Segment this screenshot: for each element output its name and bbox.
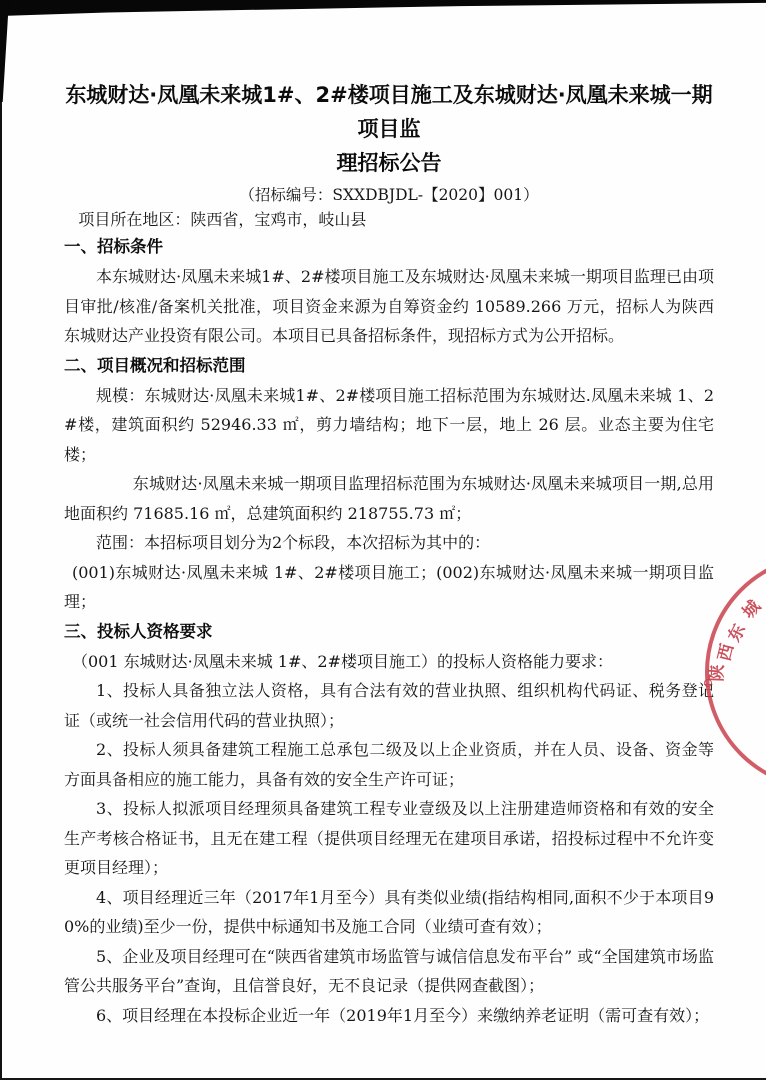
- paragraph-requirement-6: 6、项目经理在本投标企业近一年（2019年1月至今）来缴纳养老证明（需可查有效）；: [96, 1005, 710, 1025]
- scan-artifact-top-edge: [0, 0, 766, 16]
- tender-number: （招标编号：SXXDBJDL-【2020】001）: [239, 186, 539, 204]
- paragraph-supervision-scope: 东城财达·凤凰未来城一期项目监理招标范围为东城财达·凤凰未来城项目一期,总用地面积约 71685.16 ㎡，总建筑面积约 218755.73 ㎡；: [64, 474, 714, 523]
- paragraph-requirement-5: 5、企业及项目经理可在“陕西省建筑市场监管与诚信信息发布平台” 或“全国建筑市场监管公共服务平台”查询，且信誉良好，无不良记录（提供网查截图）；: [64, 946, 714, 995]
- page-title: [64, 78, 714, 180]
- seal-character: 西: [714, 641, 739, 664]
- section-heading-tender-conditions: 一、招标条件: [64, 237, 163, 256]
- seal-character: 城: [738, 596, 765, 623]
- seal-character: 陕: [707, 664, 728, 682]
- paragraph-qualification-intro: （001 东城财达·凤凰未来城 1#、2#楼项目施工）的投标人资格能力要求：: [72, 651, 613, 671]
- company-seal-partial: [705, 554, 766, 790]
- paragraph-bid-lots: (001)东城财达·凤凰未来城 1#、2#楼项目施工；(002)东城财达·凤凰未来城一期项目监理；: [64, 562, 714, 611]
- paragraph-requirement-1: 1、投标人具备独立法人资格，具有合法有效的营业执照、组织机构代码证、税务登记证（或统一社会信用代码的营业执照）；: [64, 681, 714, 730]
- section-heading-project-overview: 二、项目概况和招标范围: [64, 355, 246, 375]
- paragraph-tender-conditions: 本东城财达·凤凰未来城1#、2#楼项目施工及东城财达·凤凰未来城一期项目监理已由项目审批/核准/备案机关批准，项目资金来源为自筹资金约 10589.266 万元，招标人为陕西东城财达产业投资有限公司。本项目已具备招标条件，现招标方式为公开招标。: [64, 267, 714, 345]
- paragraph-requirement-4: 4、项目经理近三年（2017年1月至今）具有类似业绩(指结构相同,面积不少于本项目90%的业绩)至少一份，提供中标通知书及施工合同（业绩可查有效）；: [64, 887, 714, 936]
- section-heading-bidder-qualifications: 三、投标人资格要求: [64, 621, 213, 641]
- page-title-line-2: 理招标公告: [336, 151, 442, 175]
- paragraph-requirement-3: 3、投标人拟派项目经理须具备建筑工程专业壹级及以上注册建造师资格和有效的安全生产考核合格证书，且无在建工程（提供项目经理无在建项目承诺，招投标过程中不允许变更项目经理）；: [64, 799, 714, 877]
- paragraph-scope: 范围：本招标项目划分为2个标段，本次招标为其中的：: [96, 533, 491, 552]
- scan-artifact-top-left-corner: [0, 0, 9, 102]
- seal-dot: [704, 679, 712, 687]
- paragraph-scale: 规模：东城财达·凤凰未来城1#、2#楼项目施工招标范围为东城财达.凤凰未来城 1、2#楼，建筑面积约 52946.33 ㎡，剪力墙结构；地下一层，地上 26 层。业态主要为住宅楼；: [64, 385, 714, 464]
- project-location: 项目所在地区：陕西省，宝鸡市，岐山县: [78, 210, 367, 229]
- page-title-line-1: 东城财达·凤凰未来城1#、2#楼项目施工及东城财达·凤凰未来城一期项目监: [65, 83, 713, 141]
- document-content: [64, 78, 714, 1030]
- paragraph-requirement-2: 2、投标人须具备建筑工程施工总承包二级及以上企业资质，并在人员、设备、资金等方面具备相应的施工能力，具备有效的安全生产许可证；: [64, 740, 714, 789]
- seal-character: 东: [724, 621, 750, 646]
- scan-artifact-left-edge: [0, 0, 2, 1080]
